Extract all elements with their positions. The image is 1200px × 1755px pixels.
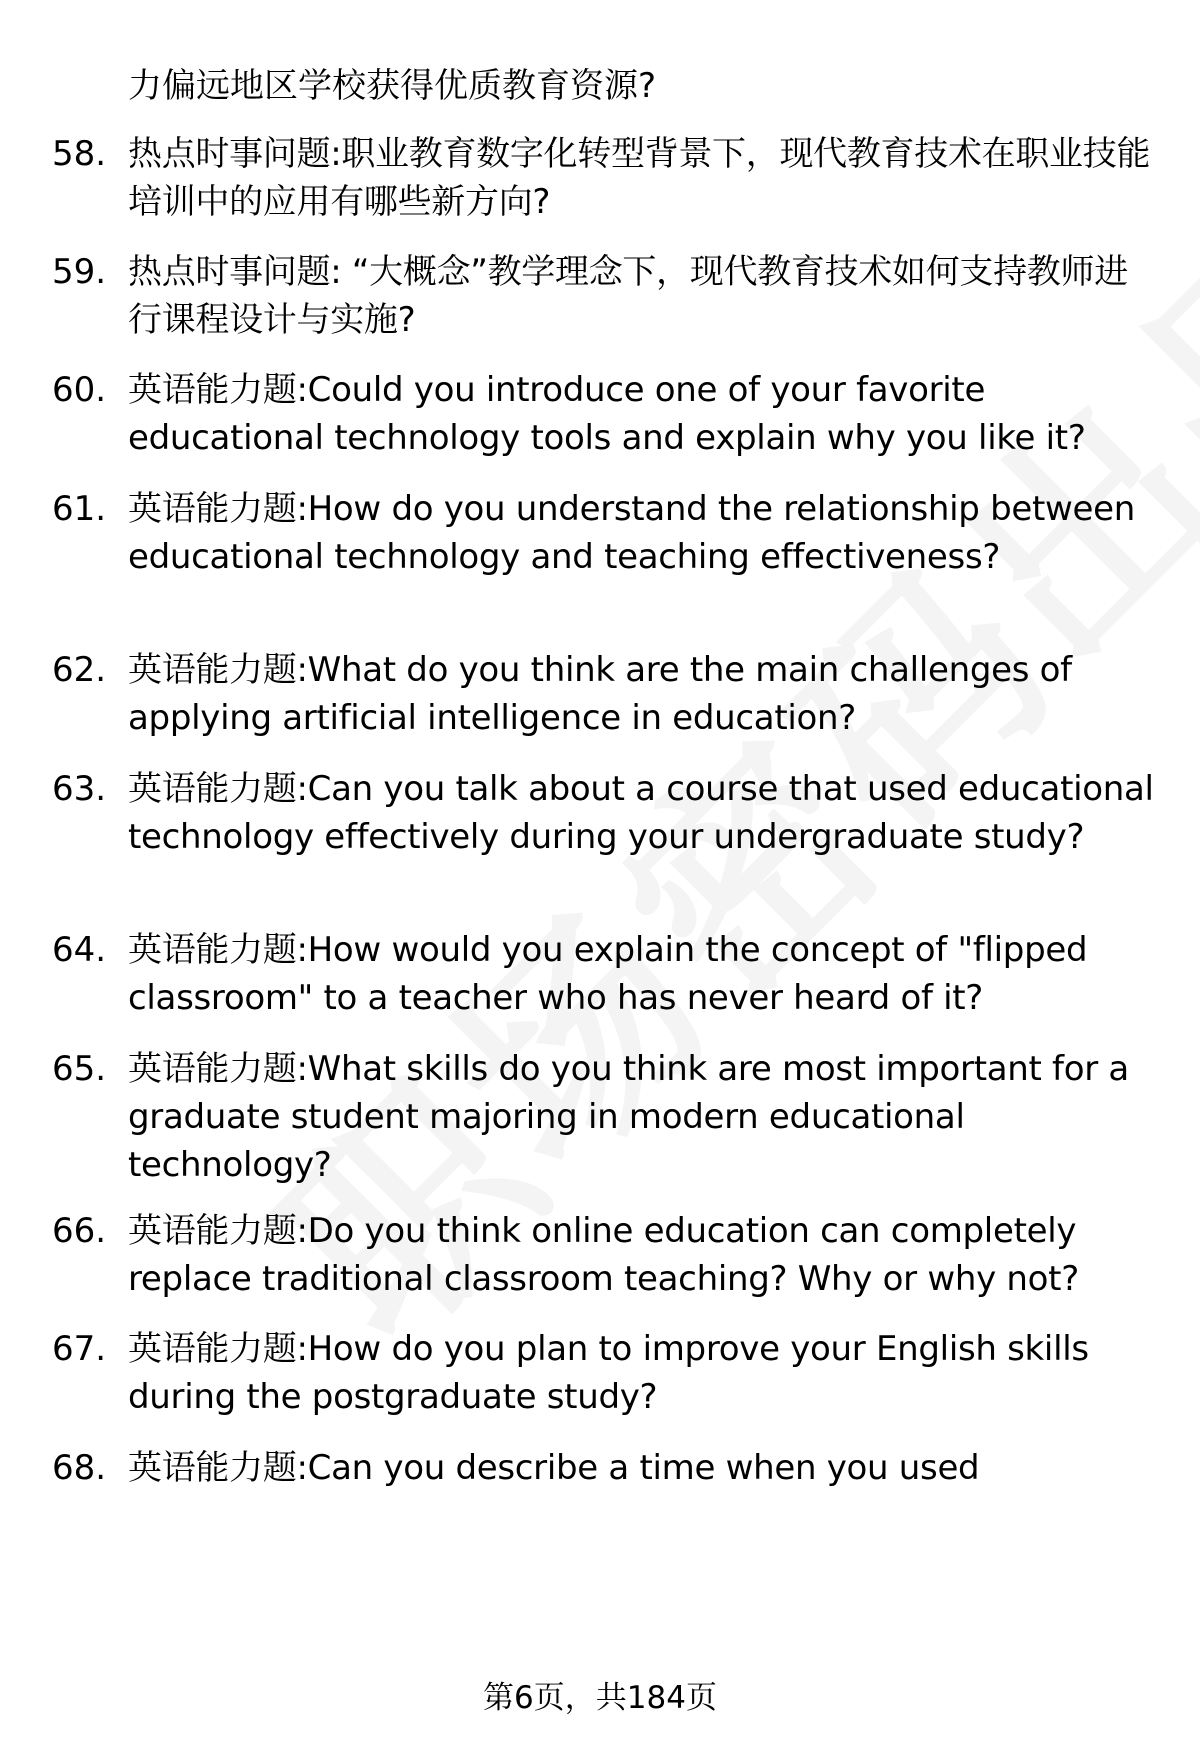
question-number: 68. xyxy=(52,1448,107,1488)
question-text: 英语能力题:What do you think are the main challenges of applying artificial intelligence in education? xyxy=(128,650,1072,738)
question-number: 65. xyxy=(52,1049,107,1089)
question-text: 英语能力题:Could you introduce one of your favorite educational technology tools and explain why you like it? xyxy=(128,370,1086,458)
question-number: 67. xyxy=(52,1329,107,1369)
question-number: 64. xyxy=(52,930,107,970)
question-text: 英语能力题:How do you plan to improve your English skills during the postgraduate study? xyxy=(128,1329,1089,1417)
question-text: 英语能力题:Can you talk about a course that used educational technology effectively during your undergraduate study? xyxy=(128,769,1154,857)
question-text: 英语能力题:What skills do you think are most important for a graduate student majoring in modern educational technology? xyxy=(128,1049,1129,1185)
question-text: 英语能力题:Do you think online education can completely replace traditional classroom teaching? Why or why not? xyxy=(128,1211,1079,1299)
question-text: 英语能力题:Can you describe a time when you used xyxy=(128,1448,980,1488)
question-text: 热点时事问题: “大概念”教学理念下，现代教育技术如何支持教师进行课程设计与实施? xyxy=(128,252,1128,340)
question-number: 58. xyxy=(52,134,107,174)
question-text: 英语能力题:How would you explain the concept of "flipped classroom" to a teacher who has never heard of it? xyxy=(128,930,1088,1018)
question-number: 66. xyxy=(52,1211,107,1251)
question-number: 60. xyxy=(52,370,107,410)
continued-question-text: 力偏远地区学校获得优质教育资源? xyxy=(128,66,657,106)
question-number: 61. xyxy=(52,489,107,529)
question-number: 62. xyxy=(52,650,107,690)
question-number: 59. xyxy=(52,252,107,292)
question-text: 英语能力题:How do you understand the relationship between educational technology and teaching effectiveness? xyxy=(128,489,1135,577)
question-number: 63. xyxy=(52,769,107,809)
question-text: 热点时事问题:职业教育数字化转型背景下，现代教育技术在职业技能培训中的应用有哪些新方向? xyxy=(128,134,1151,222)
page-footer: 第6页，共184页 xyxy=(483,1680,717,1716)
